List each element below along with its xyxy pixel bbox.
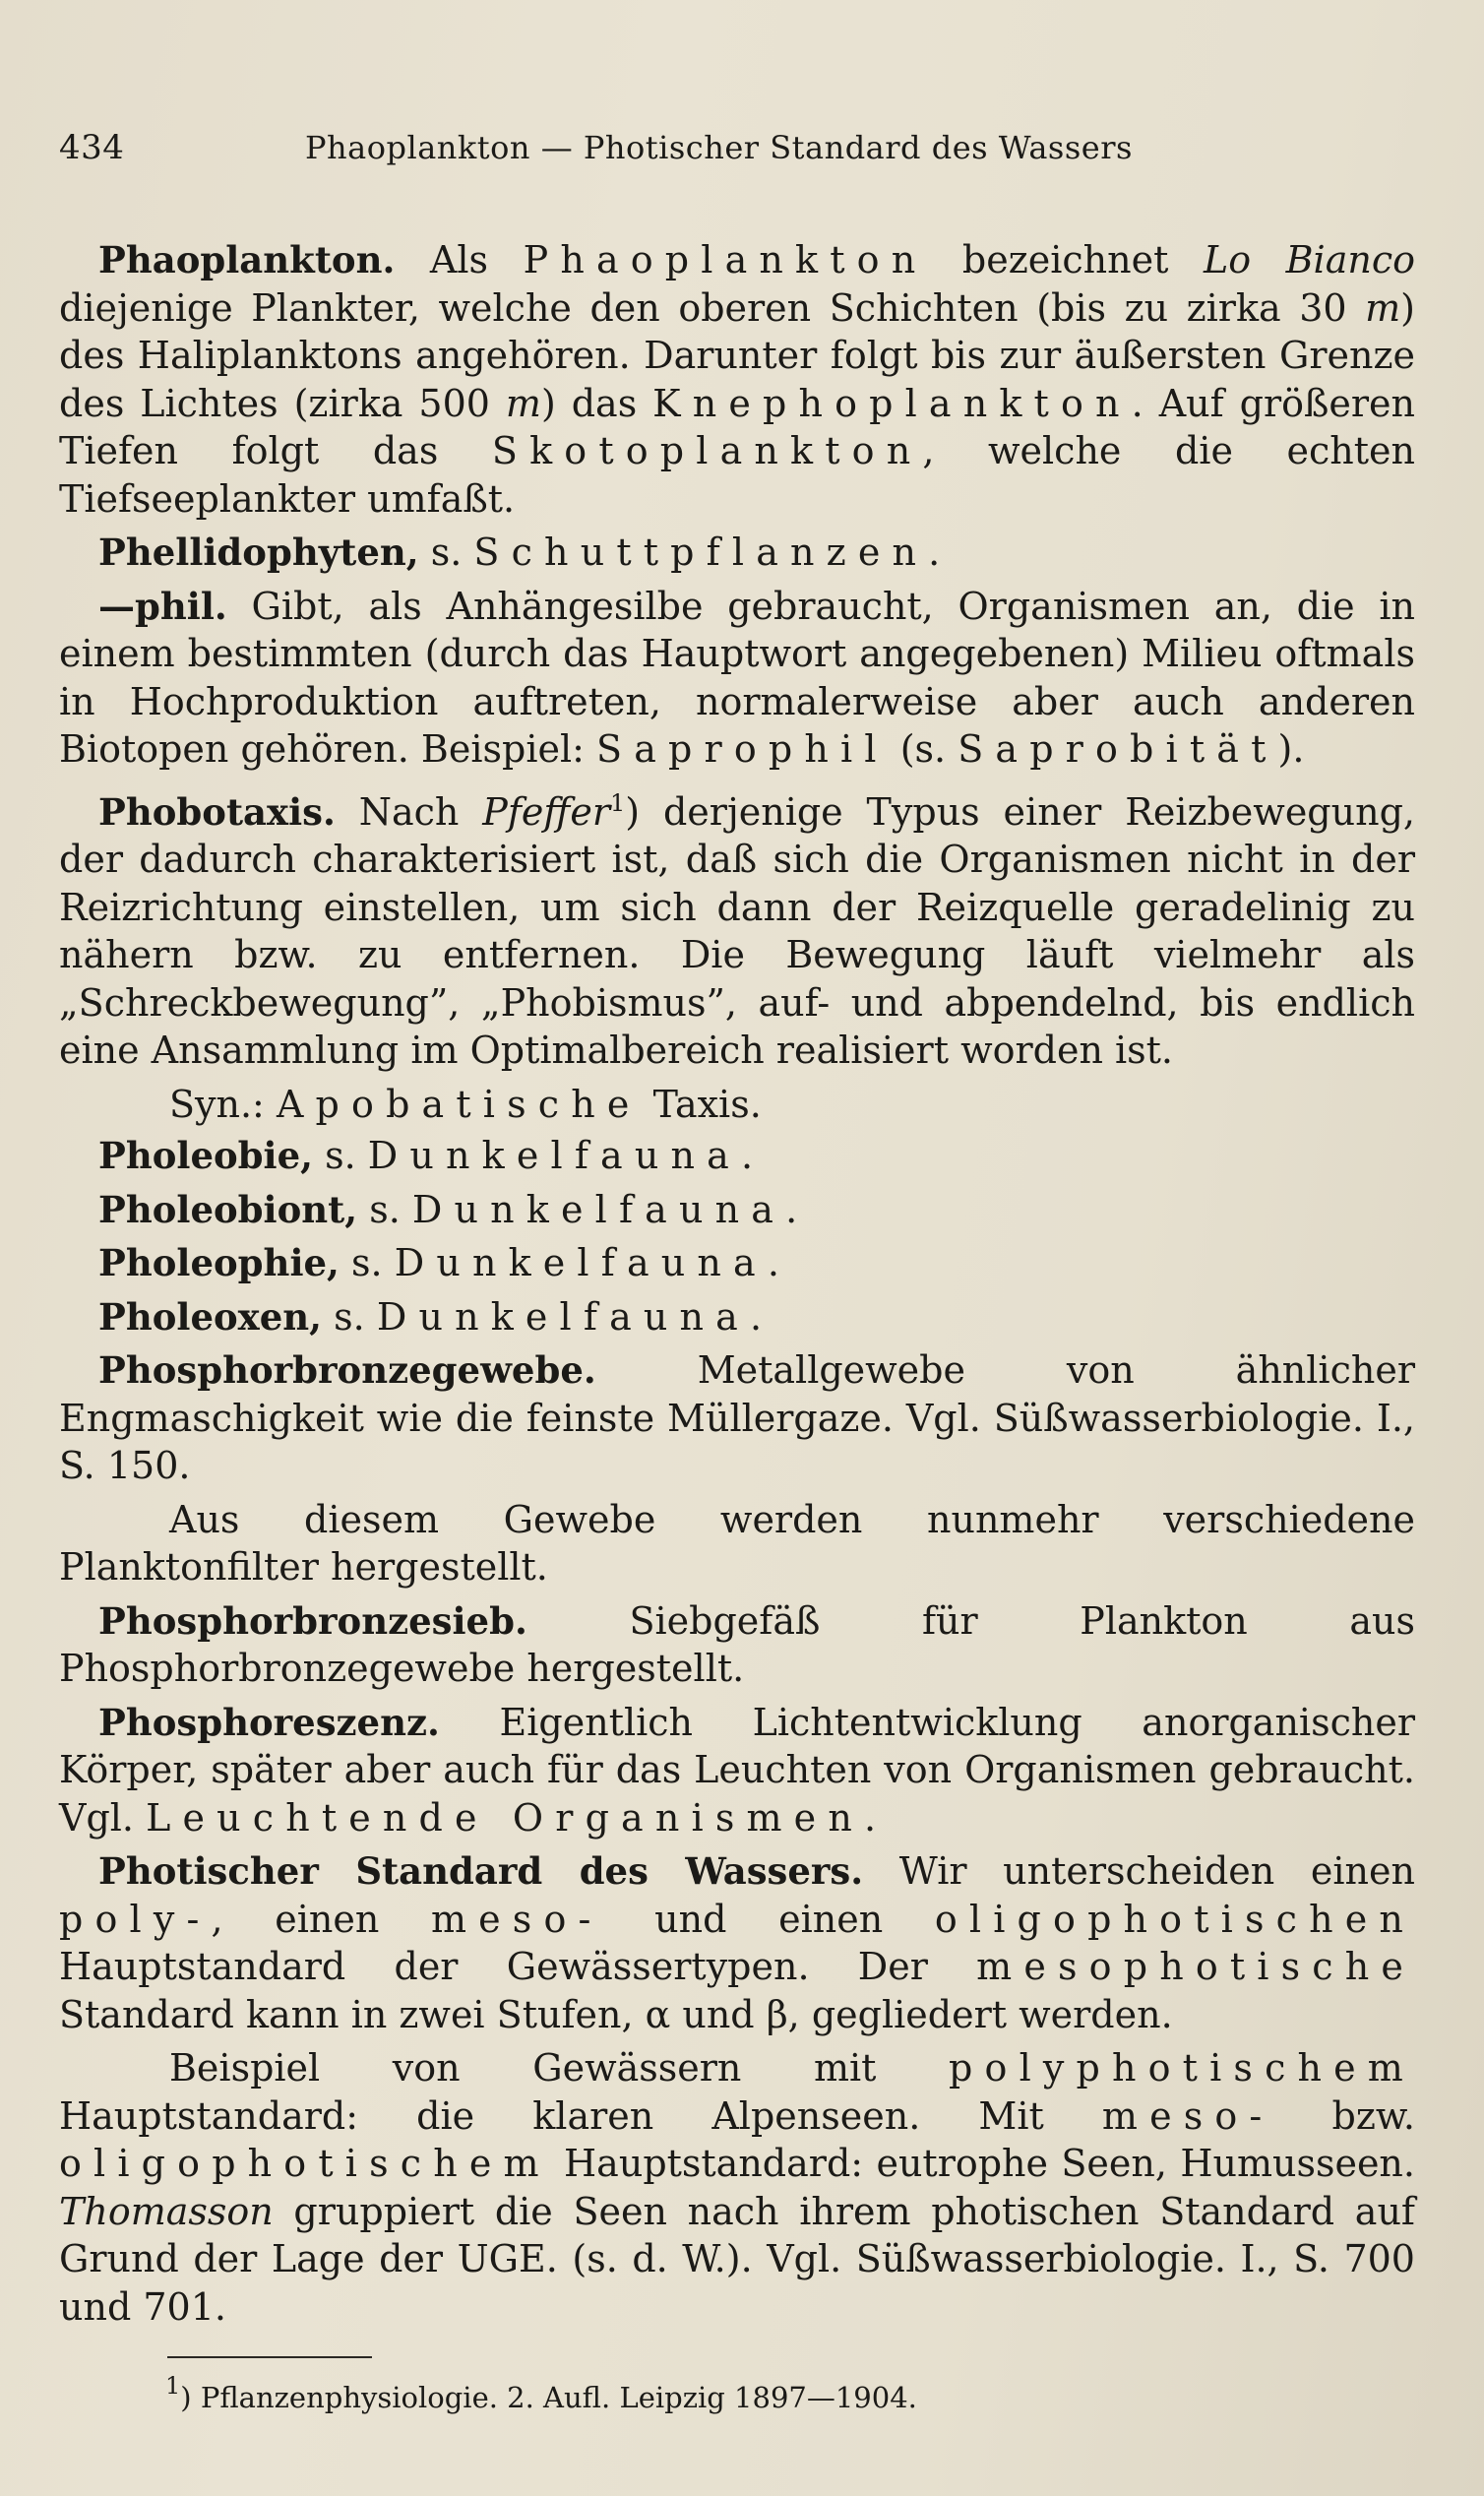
entry-text: und einen [602,1897,935,1941]
spaced-term: mesophotische [976,1945,1415,1988]
spaced-term: oligophotischem [59,2142,551,2185]
entry-text: . [749,1294,763,1339]
entry-text: Metallgewebe von ähnlicher Engmaschigkeit wie die feinste Müllergaze. Vgl. Süßwasserbiologie. I., S. 150. [59,1348,1415,1487]
entry-text: bzw. [1273,2093,1415,2138]
entry-pholeobiont [59,1186,1415,1234]
entry-headword: Pholeoxen, [98,1294,323,1339]
entry-text: s. [322,1294,377,1339]
entry-text: ) derjenige Typus einer Reizbewegung, der dadurch charakterisiert ist, daß sich die Organismen nicht in der Reizrichtung einstellen, um sich dann der Reizquelle geradelinig zu nähern bzw. zu entfernen. Die Bewegung läuft vielmehr als „Schreckbewegung”, „Phobismus”, auf- und abpendelnd, bis endlich eine Ansammlung im Optimalbereich realisiert worden ist. [59,789,1415,1072]
entry-headword: Phaoplankton. [98,238,396,281]
entry-text: Als [395,238,524,281]
cross-reference: Schuttpflanzen [473,530,929,574]
entry-phobotaxis [59,780,1415,1075]
entry-text: gruppiert die Seen nach ihrem photischen Standard auf Grund der Lage der UGE. (s. d. W.). Vgl. Süßwasserbiologie. I., S. 700 und 701. [59,2189,1415,2329]
cross-reference: Dunkelfauna [376,1294,750,1339]
entry-text: Syn.: [169,1082,277,1126]
entry-text: Beispiel von Gewässern mit [169,2046,950,2090]
entry-text: , einen [211,1897,431,1941]
entry-pholeoxen [59,1293,1415,1342]
entry-paragraph [59,2044,1415,2331]
entry-text: . [928,530,941,574]
entry-pholeophie [59,1239,1415,1287]
entry-text: Nach [335,789,483,834]
page-body [59,236,1415,2331]
footnote-marker: 1 [609,788,626,817]
entry-text: . [767,1241,779,1284]
entry-phosphorbronzegewebe [59,1346,1415,1490]
entry-text: Siebgefäß für Plankton aus Phosphorbronzegewebe hergestellt. [59,1598,1415,1690]
entry-headword: Phobotaxis. [98,789,336,834]
entry-phosphoreszenz [59,1699,1415,1842]
entry-text: Wir unterscheiden einen [863,1849,1415,1893]
entry-text: ). [1277,727,1305,771]
entry-text: Standard kann in zwei Stufen, α und β, gegliedert werden. [59,1992,1173,2036]
entry-text: . Auf größeren Tiefen folgt das [59,381,1415,472]
cross-reference: Dunkelfauna [367,1134,741,1177]
spaced-term: poly- [59,1897,212,1941]
entry-text: . [785,1187,798,1231]
entry-headword: Phellidophyten, [98,530,419,574]
entry-pholeobie [59,1132,1415,1180]
entry-headword: Phosphorbronzegewebe. [98,1348,596,1392]
entry-text: Eigentlich Lichtentwicklung anorganischer Körper, später aber auch für das Leuchten von Organismen gebraucht. Vgl. [59,1700,1415,1840]
entry-text: Hauptstandard: die klaren Alpenseen. Mit [59,2093,1102,2138]
entry-text: s. [357,1187,412,1231]
author-name: Lo Bianco [1203,238,1415,281]
entry-headword: Photischer Standard des Wassers. [98,1849,864,1893]
entry-text: Taxis. [641,1082,762,1126]
cross-reference: Dunkelfauna [411,1187,786,1231]
entry-text: Hauptstandard: eutrophe Seen, Humusseen. [550,2142,1415,2185]
entry-headword: Pholeophie, [98,1241,340,1284]
running-header [59,128,1415,167]
entry-text: . [740,1134,754,1177]
entry-text: s. [313,1134,368,1177]
cross-reference: Saprobität [958,727,1278,771]
spaced-term: polyphotischem [949,2046,1415,2090]
entry-phil [59,583,1415,774]
entry-headword: Pholeobie, [98,1134,314,1177]
entry-text: ) des Haliplanktons angehören. Darunter folgt bis zur äußersten Grenze des Lichtes (zirka 500 [59,285,1415,425]
cross-reference: Leuchtende Organismen [146,1795,864,1840]
spaced-term: meso- [1101,2093,1274,2138]
unit: m [505,381,541,425]
spaced-term: Knephoplankton [652,381,1132,425]
entry-text: . [863,1795,877,1840]
entry-text: diejenige Plankter, welche den oberen Schichten (bis zu zirka 30 [59,285,1366,330]
cross-reference: Dunkelfauna [394,1241,768,1284]
entry-phaoplankton [59,236,1415,523]
page-number: 434 [59,128,125,167]
footnote-marker: 1 [165,2372,181,2400]
entry-phosphorbronzesieb [59,1597,1415,1693]
spaced-term: Saprophil [596,727,889,771]
entry-text: s. [418,530,474,574]
entry-paragraph: Aus diesem Gewebe werden nunmehr verschiedene Planktonfilter hergestellt. [59,1497,1415,1589]
entry-text: bezeichnet [927,238,1204,281]
footnote-divider [167,2356,372,2358]
running-title: Phaoplankton — Photischer Standard des Wassers [305,129,1133,166]
entry-headword: —phil. [98,584,227,628]
author-name: Thomasson [59,2189,274,2233]
spaced-term: Apobatische [276,1082,642,1126]
spaced-term: Skotoplankton [491,429,923,472]
spaced-term: meso- [430,1897,603,1941]
spaced-term: oligophotischen [934,1897,1415,1941]
entry-text: , welche die echten Tiefseeplankter umfaßt. [59,429,1416,521]
entry-phellidophyten [59,529,1415,577]
entry-photischer-standard [59,1847,1415,2038]
entry-text: s. [339,1241,395,1284]
footnote [165,2372,1415,2414]
entry-headword: Phosphoreszenz. [98,1700,440,1744]
entry-text: Gibt, als Anhängesilbe gebraucht, Organismen an, die in einem bestimmten (durch das Hauptwort angegebenen) Milieu oftmals in Hochproduktion auftreten, normalerweise aber auch anderen Biotopen gehören. Beispiel: [59,584,1415,771]
entry-headword: Pholeobiont, [98,1187,358,1231]
entry-headword: Phosphorbronzesieb. [98,1598,527,1643]
synonym-line [59,1081,1415,1129]
entry-text: (s. [888,727,958,771]
spaced-term: Phaoplankton [523,238,928,281]
unit: m [1365,285,1401,330]
entry-text: ) das [540,381,653,425]
author-name: Pfeffer [482,789,610,834]
entry-text: Hauptstandard der Gewässertypen. Der [59,1945,977,1988]
footnote-text: ) Pflanzenphysiologie. 2. Aufl. Leipzig 1897—1904. [180,2381,917,2414]
